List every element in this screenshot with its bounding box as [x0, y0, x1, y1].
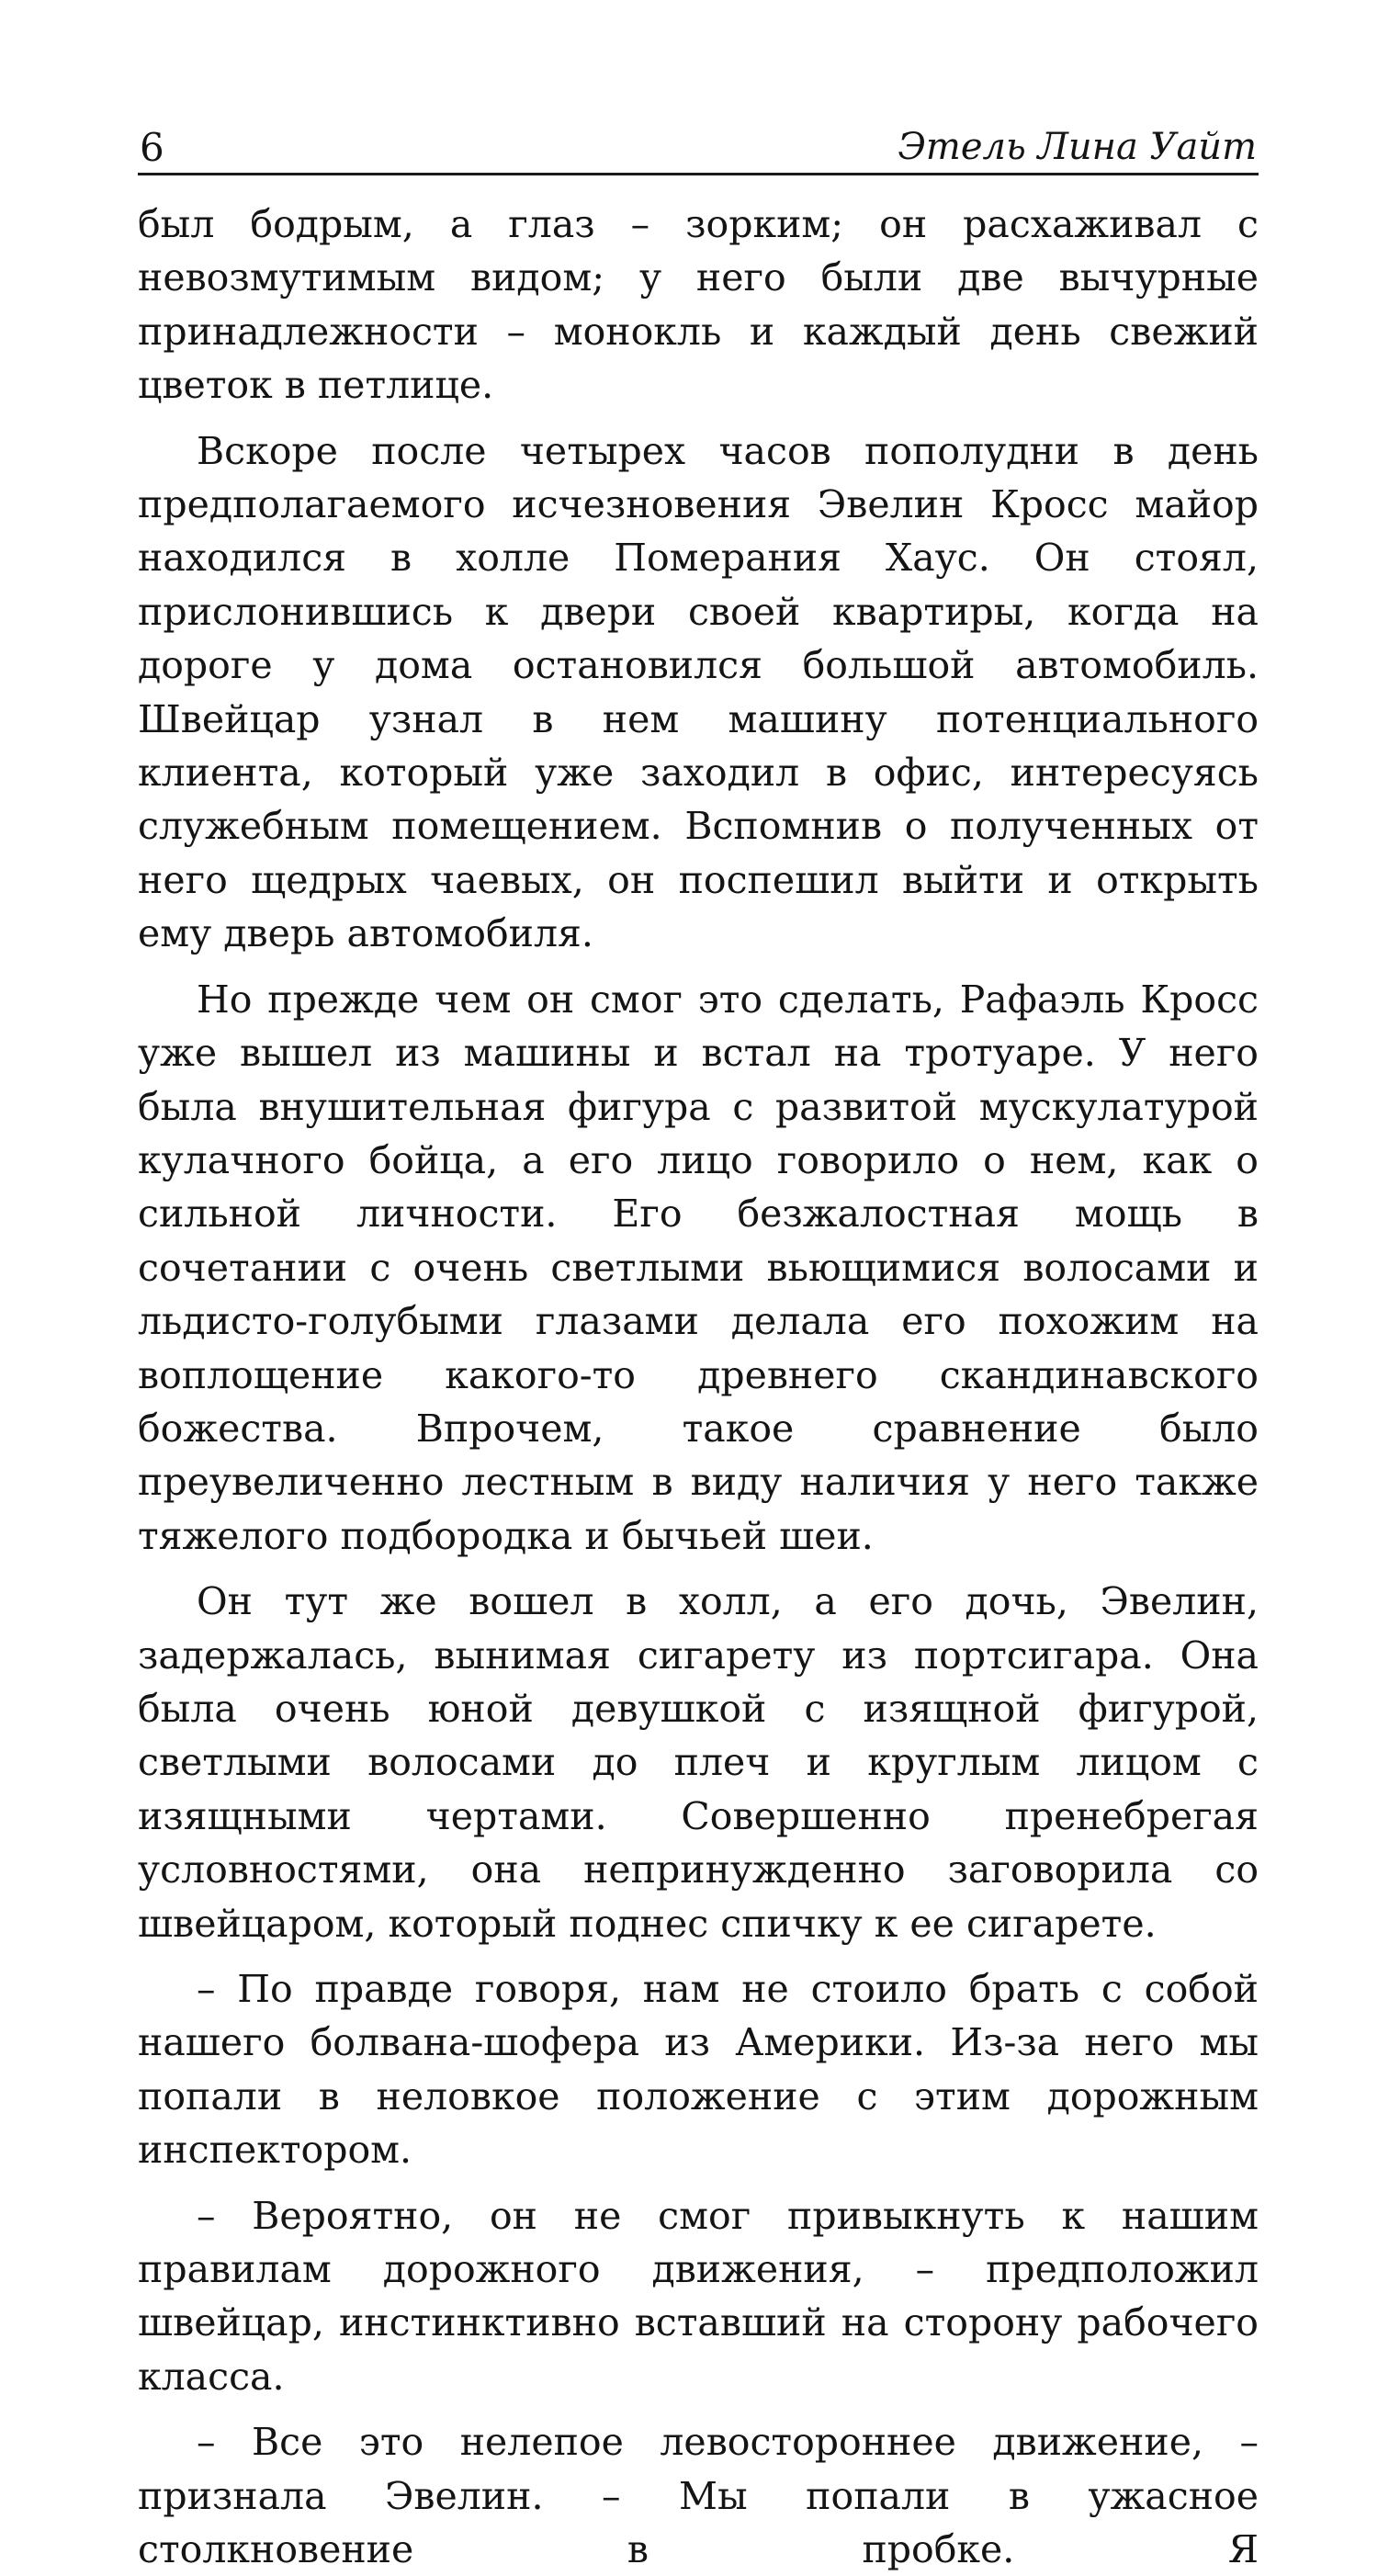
paragraph: – Вероятно, он не смог привыкнуть к нашим правилам дорожного движения, – предположил швейцар, инстинктивно вставший на сторону рабочего класса.: [138, 2193, 1259, 2399]
running-head: [138, 110, 1259, 175]
book-page: [138, 110, 1259, 2572]
paragraph: – По правде говоря, нам не стоило брать с собой нашего болвана-шофера из Америки. Из-за него мы попали в неловкое положение с этим дорожным инспектором.: [138, 1967, 1259, 2173]
page-number: 6: [140, 125, 164, 170]
paragraph: был бодрым, а глаз – зорким; он расхаживал с невозмутимым видом; у него были две вычурные принадлежности – монокль и каждый день свежий цветок в петлице.: [138, 202, 1259, 408]
paragraph: – Все это нелепое левостороннее движение, – признала Эвелин. – Мы попали в ужасное столкновение в пробке. Я: [138, 2420, 1259, 2572]
paragraph: Но прежде чем он смог это сделать, Рафаэль Кросс уже вышел из машины и встал на тротуаре. У него была внушительная фигура с развитой мускулатурой кулачного бойца, а его лицо говорило о нем, как о сильной личности. Его безжалостная мощь в сочетании с очень светлыми вьющимися волосами и льдисто-голубыми глазами делала его похожим на воплощение какого-то древнего скандинавского божества. Впрочем, такое сравнение было преувеличенно лестным в виду наличия у него также тяжелого подбородка и бычьей шеи.: [138, 977, 1259, 1558]
running-title: Этель Лина Уайт: [898, 126, 1257, 168]
paragraph: Он тут же вошел в холл, а его дочь, Эвелин, задержалась, вынимая сигарету из портсигара. Она была очень юной девушкой с изящной фигурой, светлыми волосами до плеч и круглым лицом с изящными чертами. Совершенно пренебрегая условностями, она непринужденно заговорила со швейцаром, который поднес спичку к ее сигарете.: [138, 1579, 1259, 1946]
paragraph: Вскоре после четырех часов пополудни в день предполагаемого исчезновения Эвелин Кросс майор находился в холле Померания Хаус. Он стоял, прислонившись к двери своей квартиры, когда на дороге у дома остановился большой автомобиль. Швейцар узнал в нем машину потенциального клиента, который уже заходил в офис, интересуясь служебным помещением. Вспомнив о полученных от него щедрых чаевых, он поспешил выйти и открыть ему дверь автомобиля.: [138, 428, 1259, 956]
body-text: [138, 198, 1259, 2576]
